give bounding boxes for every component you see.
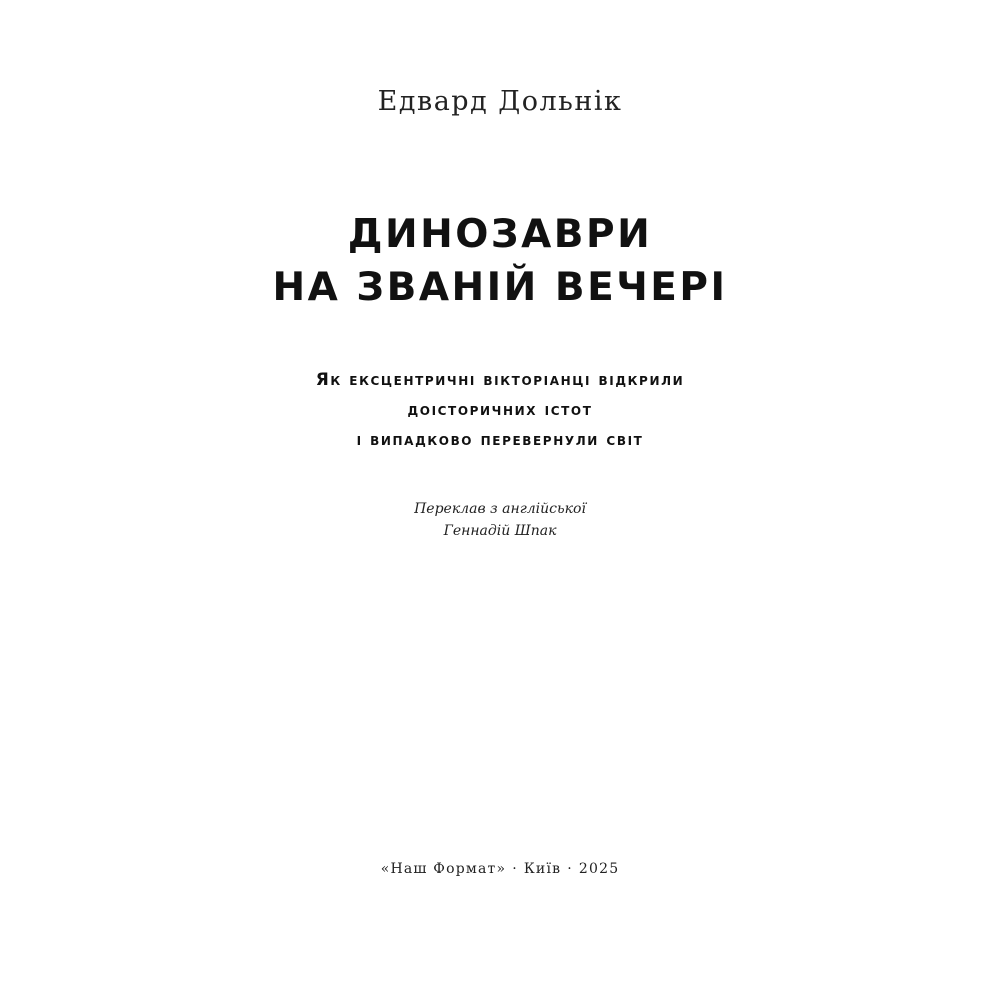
publication-city: Київ [523,861,562,877]
book-title-line-2: НА ЗВАНІЙ ВЕЧЕРІ [272,265,728,310]
publisher-name: «Наш Формат» [380,861,507,877]
book-subtitle-line-2: доісторичних істот [407,400,593,420]
publication-year: 2025 [578,861,620,877]
imprint-separator: · [512,861,518,877]
translator-credit-line-1: Переклав з англійської [414,501,586,517]
book-subtitle-line-3: і випадково перевернули світ [356,430,644,450]
imprint-separator: · [567,861,573,877]
book-subtitle [0,365,1000,455]
translator-credit [0,498,1000,542]
translator-name: Геннадій Шпак [443,523,557,539]
author-name: Едвард Дольнік [377,86,623,117]
book-subtitle-line-1: Як ексцентричні вікторіанці відкрили [315,370,685,390]
book-title-line-1: ДИНОЗАВРИ [347,212,653,257]
book-title [0,208,1000,314]
imprint [0,861,1000,877]
